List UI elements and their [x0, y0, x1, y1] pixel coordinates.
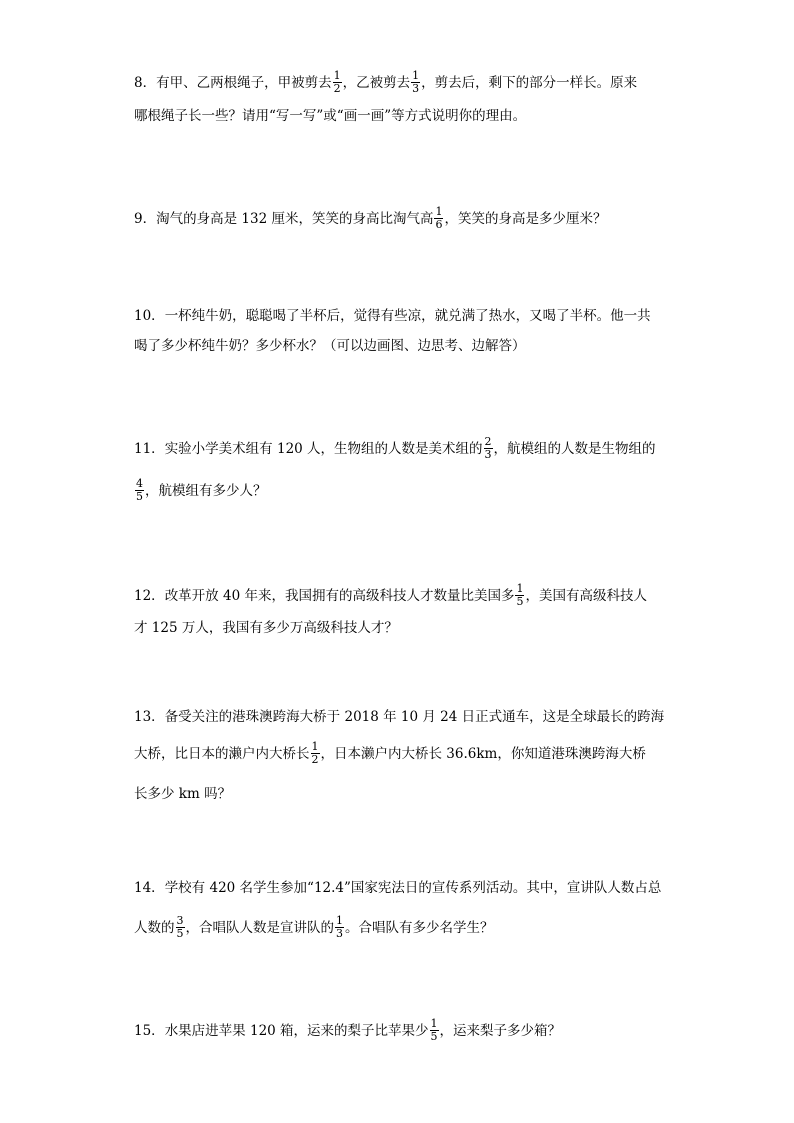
problem-text-line	[134, 741, 646, 766]
fraction	[333, 70, 342, 95]
problem-text: 哪根绳子长一些？请用“写一写”或“画一画”等方式说明你的理由。	[134, 108, 527, 124]
fraction	[176, 915, 185, 940]
problem-text: ，日本濑户内大桥长 36.6km，你知道港珠澳跨海大桥	[320, 745, 646, 762]
problem-number: 13．	[134, 709, 165, 725]
problem-text: 学校有 420 名学生参加“12.4”国家宪法日的宣传系列活动。其中，宣讲队人数占总	[164, 880, 662, 896]
problem-text: ，笑笑的身高是多少厘米？	[444, 210, 607, 227]
problem-text: 有甲、乙两根绳子，甲被剪去	[156, 74, 332, 91]
problem-text: ，剪去后，剩下的部分一样长。原来	[421, 74, 638, 91]
fraction-numerator: 2	[484, 435, 492, 448]
fraction	[411, 70, 420, 95]
fraction-numerator: 1	[336, 914, 343, 927]
problem-text: 人数的	[134, 919, 175, 936]
fraction-numerator: 1	[430, 1017, 438, 1030]
problem-text-line	[134, 583, 647, 608]
problem-text-line	[134, 618, 398, 638]
problem-text: 一杯纯牛奶，聪聪喝了半杯后，觉得有些凉，就兑满了热水，又喝了半杯。他一共	[164, 308, 651, 324]
fraction-denominator: 2	[311, 753, 319, 766]
fraction	[484, 436, 493, 461]
fraction	[335, 915, 344, 940]
problem-number: 10．	[134, 308, 165, 324]
fraction-denominator: 3	[412, 82, 420, 95]
fraction-numerator: 1	[435, 205, 443, 218]
problem-text: ，乙被剪去	[342, 74, 411, 91]
fraction	[434, 206, 443, 231]
problem-number: 15．	[134, 1022, 165, 1039]
problem-text: ，美国有高级科技人	[525, 587, 647, 604]
fraction	[311, 741, 320, 766]
problem-text: ，航模组的人数是生物组的	[493, 440, 656, 457]
problem-text: ，合唱队人数是宣讲队的	[185, 919, 334, 936]
problem-text-line	[134, 707, 664, 727]
fraction	[135, 478, 144, 503]
problem-text: ，运来梨子多少箱？	[439, 1022, 562, 1039]
fraction-numerator: 1	[311, 740, 319, 753]
problem-text: 改革开放 40 年来，我国拥有的高级科技人才数量比美国多	[164, 587, 515, 604]
problem-number: 11．	[134, 440, 165, 457]
fraction-numerator: 1	[333, 69, 341, 82]
fraction-denominator: 3	[484, 448, 492, 461]
problem-text-line	[134, 436, 656, 461]
problem-text: 水果店进苹果 120 箱，运来的梨子比苹果少	[164, 1022, 429, 1039]
problem-text: ，航模组有多少人？	[145, 482, 267, 499]
problem-text-line	[134, 70, 637, 95]
fraction-denominator: 5	[430, 1030, 438, 1043]
problem-text-line	[134, 106, 526, 126]
problem-text-line	[134, 336, 526, 356]
fraction-numerator: 4	[136, 477, 143, 490]
problem-text: 长多少 km 吗？	[134, 786, 232, 802]
problem-text-line	[134, 915, 494, 940]
problem-text: 备受关注的港珠澳跨海大桥于 2018 年 10 月 24 日正式通车，这是全球最长的跨海	[164, 709, 665, 725]
problem-text-line	[134, 306, 651, 326]
problem-text: 。合唱队有多少名学生？	[345, 919, 494, 936]
fraction	[430, 1018, 439, 1043]
problem-text-line	[134, 206, 606, 231]
fraction-denominator: 2	[333, 82, 341, 95]
problem-text-line	[134, 784, 231, 804]
fraction-denominator: 5	[516, 595, 524, 608]
problem-text-line	[134, 1018, 561, 1043]
fraction-denominator: 6	[435, 218, 443, 231]
fraction-denominator: 5	[176, 927, 184, 940]
problem-number: 14．	[134, 880, 165, 896]
problem-text-line	[134, 878, 661, 898]
fraction-numerator: 1	[412, 69, 420, 82]
problem-text: 才 125 万人，我国有多少万高级科技人才？	[134, 620, 398, 636]
fraction	[515, 583, 524, 608]
fraction-denominator: 5	[136, 490, 143, 503]
problem-text: 大桥，比日本的濑户内大桥长	[134, 745, 310, 762]
fraction-denominator: 3	[336, 927, 343, 940]
problem-text-line	[134, 478, 267, 503]
problem-text: 淘气的身高是 132 厘米，笑笑的身高比淘气高	[156, 210, 434, 227]
problem-text: 实验小学美术组有 120 人，生物组的人数是美术组的	[164, 440, 483, 457]
problem-number: 12．	[134, 587, 165, 604]
problem-number: 8．	[134, 74, 157, 91]
problem-number: 9．	[134, 210, 157, 227]
fraction-numerator: 3	[176, 914, 184, 927]
fraction-numerator: 1	[516, 582, 524, 595]
problem-text: 喝了多少杯纯牛奶？多少杯水？（可以边画图、边思考、边解答）	[134, 338, 526, 354]
